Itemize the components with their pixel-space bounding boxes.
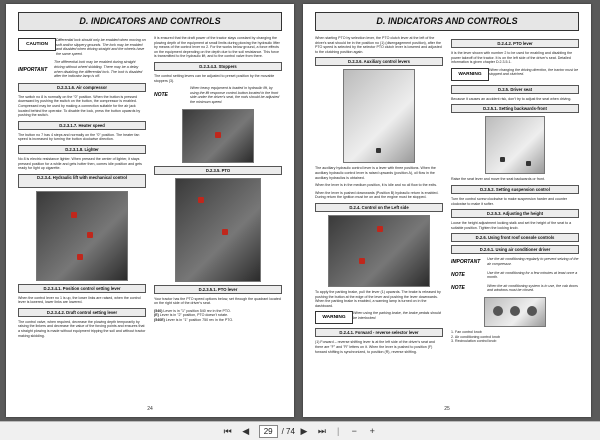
note-text: When heavy equipment is loaded in hydraulic lift, by using the lift response control button located in the front side under the driver's seat, the rods should be adjusted the minimum speed. [190,86,280,104]
driver-seat-text: Because it causes an accident risk, don't try to adjust the seat when driving. [451,96,572,101]
left-column-b [154,36,282,323]
note-block [451,284,579,293]
hydraulic-lift-photo [36,191,128,281]
left-column-a [18,36,146,341]
heading-auxiliary-levers: D.2.3.6. Auxiliary control levers [315,57,443,66]
control-button-photo [182,109,254,163]
page-number-input[interactable]: 29 [259,425,278,438]
suspension-text: Turn the control screw clockwise to make suspension harder and counter clockwise to make it softer. [451,196,568,206]
caution-block [18,38,146,56]
ac-knob-icon [510,306,520,316]
heading-height: D.2.5.3. Adjusting the height [451,209,579,218]
stoppers-text: The control setting levers can be adjusted to preset position by the movable stoppers (3). [154,73,275,83]
note-ac-2-text: When the air conditioning system is in use, the cab doors and windows must be closed. [487,283,578,293]
callout-marker [222,229,228,235]
first-page-icon[interactable]: ⏮ [223,425,232,436]
heading-seat-backwards-front: D.2.5.1. Setting backwards-front [451,104,579,113]
right-column-b [451,36,579,344]
important-block [451,257,579,266]
list-item: 3. Recirculation control knob [451,339,497,344]
note-label: NOTE [154,92,168,99]
note-label: NOTE [451,285,465,292]
heading-hydraulic-lift: D.2.3.4. Hydraulic lift with mechanical control [18,174,146,188]
right-page [303,4,591,417]
page-title-right: D. INDICATORS AND CONTROLS [315,12,579,31]
next-page-icon[interactable]: ▶ [300,425,308,436]
heading-position-control: D.2.3.4.1. Position control setting lever [18,284,146,293]
callout-marker [359,258,365,264]
seat-photo [485,116,545,174]
fan-knob-icon [493,306,503,316]
height-text: Loose the height adjustment locking stalk and set the height of the seat to a suitable position. Tighten the locking knob. [451,221,572,230]
list-item: (540E) Lever is in "1" position 750 rev in the PTO. [154,317,234,322]
list-item: 2. Air conditioning control knob [451,334,500,339]
heading-stoppers: D.2.3.4.3. Stoppers [154,62,282,71]
warning-label: WARNING [451,68,489,81]
heading-air-conditioner: D.2.6.1. Using air conditioner driver [451,245,579,254]
page-number-right: 25 [444,406,450,412]
recirculation-knob-icon [527,306,537,316]
heading-draft-control: D.2.3.4.2. Draft control setting lever [18,308,146,317]
pto-lever-2-text: It is the lever shown with number 2 to be used for enabling and disabling the power takeoff of the tractor. It is on the left side of the driver's seat. Detailed information is given chapter D.2.3.5.1. [451,51,573,65]
draft-control-text: The control valve, when required, decrease the plowing depth temporarily by raising the linkers and decrease the value of the forcing points and ensures that a straight plowing is made without equipment tripping the soil and without tractor making skidding. [18,319,146,338]
lighter-text: No 8 is electric resistance lighter. When pressed the center of lighter, it stays pressed position for a while and gets hotter then, comes idle position and gets ready for light up cigarette. [18,156,142,171]
pto-lever-photo [175,178,261,282]
left-page [6,4,294,417]
toolbar-divider: | [336,426,340,436]
zoom-in-icon[interactable]: + [369,426,375,436]
heading-pto-lever: D.2.3.5.1. PTO lever [154,285,282,294]
heading-pto: D.2.3.5. PTO [154,166,282,175]
zoom-out-icon[interactable]: − [351,426,357,436]
right-column-a [315,36,443,357]
heading-left-side-controls: D.2.4. Control on the Left side [315,203,443,212]
caution-label: CAUTION [18,38,56,51]
heading-forward-reverse: D.2.4.1. Forward - reverse selector lever [315,328,443,337]
important-label: IMPORTANT [451,258,481,265]
warning-block [315,311,443,324]
auxiliary-lever-diagram [343,69,415,163]
auxiliary-text-1: The auxiliary hydraulic control lever is a lever with three positions. When the auxiliary hydraulic control lever is raised upwards (position A), oil flow in the auxiliary hydraulics is obtained. [315,166,436,180]
auxiliary-text-3: When the lever is pushed downwards (Position B) hydraulic return is enabled. During return the ignition must be on and the engine must be stopped. [315,190,439,200]
heater-speed-text: The button no 7 has 4 steps and normally on the "0" position. The heater fan speed is increased by turning the button clockwise direction. [18,132,140,142]
knob-legend [451,330,579,344]
heading-air-compressor: D.2.3.1.6. Air compressor [18,83,146,92]
warning-block [451,68,579,81]
previous-page-icon[interactable]: ◀ [242,425,250,436]
warning-parking-text: When using the parking brake, the brake pedals should be interlocked. [353,311,441,320]
air-compressor-text: The switch no 8 is normally on the "0" position. When the button is pressed downward by pushing the switch on the button, the compressor is enabled. Compressed may be used by making a connection suitable for the air jack located behind the operator. To disable the lock, press the button upwards by pushing the switch. [18,94,141,118]
list-item: (540) Lever is in "1" position 540 rev in the PTO. [154,308,231,313]
seat-backwards-text: Raise the seat lever and move the seat backwards or front. [451,177,545,182]
callout-marker [87,232,93,238]
note-block [154,86,282,104]
callout-marker [377,226,383,232]
auxiliary-text-2: When the lever is in the medium position, it is idle and no oil flow to the exits. [315,183,438,188]
callout-marker [77,254,83,260]
forward-reverse-text: (1) Forward – reverse shifting lever is at the left side of the driver's seat and there are "F" and "R" letters on it. When the lever is pushed to position (F) forward shifting is synchronized, to position (R), reverse shifting. [315,340,435,354]
pto-lever-text: Your tractor has the PTO speed options below, set through the quadrant located on the right side of the driver's seat. [154,296,281,306]
list-item: 1. Fan control knob [451,329,482,334]
heading-driver-seat: D.2.5. Driver seat [451,85,579,94]
important-block [18,60,146,78]
parking-brake-text: To apply the parking brake, pull the lever (1) upwards. The brake is released by pushing the button at the edge of the lever and pushing the lever downwards. When the parking brake is enabled, a warning lamp is turned on in the dashboard. [315,289,441,308]
page-total: / 74 [281,426,295,436]
warning-pto-text: When changing the driving direction, the tractor must be stopped and clutched. [489,67,579,77]
callout-marker [71,212,77,218]
note-label: NOTE [451,272,465,279]
draft-power-text: It is ensured that the draft power of the tractor stays constant by changing the plowing depth of the equipment at small limits during plowing the hydraulic lifter by means of the control lever no 2. For the works below ground, a force effects on the equipment depending on the depth due to the soil resistance. This force is transmitted to the hydraulic lift, and to the control valve from there. [154,36,280,59]
pto-start-text: When starting PTO by selection lever, the PTO clutch lever at the left of the driver's seat should be in the position no (1) (disengagement position), after the PTO speed is selected by the selector PTO clutch lever is lowered and adjusted to the clutching position again. [315,36,442,54]
heading-heater-speed: D.2.3.1.7. Heater speed [18,121,146,130]
heading-suspension: D.2.5.2. Setting suspension control [451,185,579,194]
heading-roof-console: D.2.6. Using front roof console controls [451,233,579,242]
warning-label: WARNING [315,311,353,324]
heading-lighter: D.2.3.1.8. Lighter [18,145,146,154]
callout-marker [198,197,204,203]
callout-marker [376,148,381,153]
important-ac-text: Use the air conditioning regularly to prevent seizing of the air compressor. [487,257,579,266]
last-page-icon[interactable]: ⏭ [317,425,326,436]
pto-speed-list [154,309,282,323]
note-ac-1-text: Use the air conditioning for a few minutes at least once a month. [487,270,578,280]
left-side-controls-photo [328,215,430,287]
note-block [451,271,579,280]
viewer-toolbar [0,421,600,440]
diff-lock-text: Differential lock should only be enabled when moving on soft and/or slippery grounds. The lock may be enabled and disabled when driving straight and the wheels have the same speed. [56,38,146,56]
callout-marker [526,161,531,166]
important-label: IMPORTANT [18,66,48,73]
page-title-left: D. INDICATORS AND CONTROLS [18,12,282,31]
heading-pto-lever-2: D.2.4.2. PTO lever [451,39,579,48]
ac-control-knobs-photo [484,297,546,327]
list-item: (E) Lever is in "2" position, PTO doesn't rotate. [154,313,229,318]
callout-marker [500,157,505,162]
callout-marker [215,132,221,138]
important-text: The differential lock may be enabled during straight driving without wheel skidding. There may be a delay when disabling the differential lock. The lock is disabled after the indicator lamp is off. [54,60,143,79]
position-control-text: When the control lever no 1 is up, the lower links are raised, when the control lever is lowered, lower links are lowered. [18,295,141,305]
page-number-left: 24 [147,406,153,412]
